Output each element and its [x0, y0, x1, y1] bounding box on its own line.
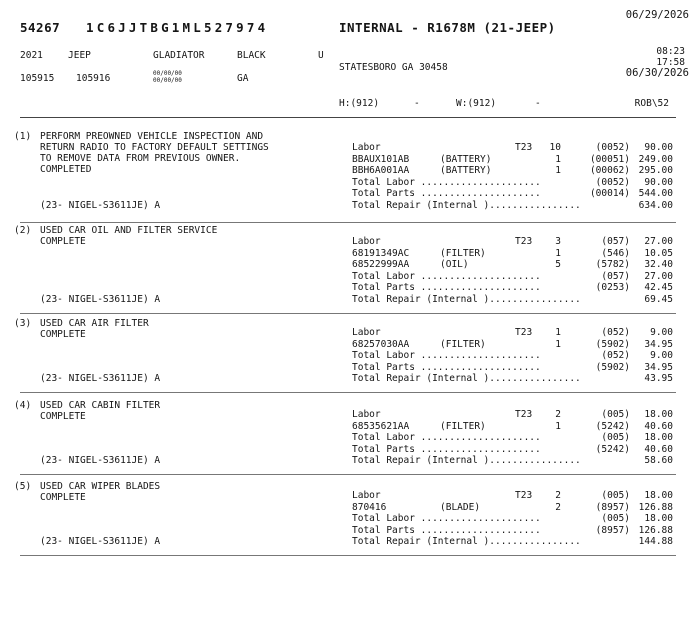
job-divider [20, 222, 676, 223]
quantity: 1 [555, 338, 561, 350]
quantity: 2 [555, 490, 561, 501]
quantity: 1 [555, 165, 561, 176]
quantity: 1 [555, 153, 561, 165]
part-description: (BATTERY) [440, 165, 492, 176]
job-divider [20, 392, 676, 393]
job-number: (5) [14, 481, 32, 492]
ro-type: INTERNAL - R1678M (21-JEEP) [339, 20, 556, 35]
part-description: (FILTER) [440, 420, 486, 432]
job-divider [20, 313, 676, 314]
work-phone-dash: - [535, 98, 541, 109]
amount: 90.00 [644, 176, 673, 188]
line-label: 68257030AA [352, 338, 410, 350]
line-label: Labor [352, 142, 381, 153]
total-repair-amount: 69.45 [644, 293, 673, 305]
amount: 9.00 [650, 327, 673, 338]
cost-code: (00051) [589, 153, 630, 165]
line-label: Labor [352, 490, 381, 501]
job-description-line: COMPLETED [40, 164, 92, 175]
home-phone: H:(912) [339, 98, 380, 109]
tech-code: T23 [515, 409, 533, 420]
job-number: (4) [14, 400, 32, 411]
tech-code: T23 [515, 236, 533, 247]
total-repair-label: Total Repair (Internal )................ [352, 455, 581, 466]
cost-code: (00014) [589, 188, 630, 199]
cost-code: (005) [601, 490, 630, 501]
part-description: (BLADE) [440, 501, 481, 513]
cost-code: (5902) [595, 361, 630, 373]
amount: 40.60 [644, 443, 673, 455]
part-description: (FILTER) [440, 247, 486, 259]
date-b: 00/00/00 [153, 77, 182, 84]
amount: 18.00 [644, 513, 673, 524]
amount: 18.00 [644, 490, 673, 501]
job-number: (3) [14, 318, 32, 329]
line-label: 68535621AA [352, 420, 410, 432]
job-description-line: COMPLETE [40, 492, 86, 503]
amount: 27.00 [644, 236, 673, 247]
line-label: 68191349AC [352, 247, 410, 259]
line-label: Total Parts ..................... [352, 188, 541, 199]
cost-code: (546) [601, 247, 630, 259]
amount: 126.88 [638, 501, 673, 513]
amount: 295.00 [638, 165, 673, 176]
part-description: (FILTER) [440, 338, 486, 350]
tech-code: T23 [515, 327, 533, 338]
part-description: (BATTERY) [440, 153, 492, 165]
quantity: 1 [555, 420, 561, 432]
technician: (23- NIGEL-S3611JE) A [40, 199, 161, 211]
cost-code: (0052) [595, 176, 630, 188]
line-label: Labor [352, 409, 381, 420]
part-description: (OIL) [440, 259, 469, 270]
line-label: 68522999AA [352, 259, 410, 270]
work-phone: W:(912) [456, 98, 497, 109]
cost-code: (057) [601, 236, 630, 247]
line-label: Total Labor ..................... [352, 176, 541, 188]
line-label: Total Parts ..................... [352, 524, 541, 536]
job-number: (2) [14, 225, 32, 236]
total-repair-amount: 43.95 [644, 373, 673, 384]
job-description-line: RETURN RADIO TO FACTORY DEFAULT SETTINGS [40, 142, 269, 153]
line-label: Total Parts ..................... [352, 361, 541, 373]
date-a: 00/00/00 [153, 70, 182, 77]
total-repair-label: Total Repair (Internal )................ [352, 536, 581, 547]
cost-code: (8957) [595, 501, 630, 513]
vehicle-color: BLACK [237, 50, 266, 61]
cost-code: (005) [601, 409, 630, 420]
quantity: 1 [555, 327, 561, 338]
tech-code: T23 [515, 142, 533, 153]
vehicle-make: JEEP [68, 50, 91, 61]
technician: (23- NIGEL-S3611JE) A [40, 293, 161, 305]
technician: (23- NIGEL-S3611JE) A [40, 536, 161, 547]
line-label: Total Parts ..................... [352, 443, 541, 455]
amount: 40.60 [644, 420, 673, 432]
job-number: (1) [14, 131, 32, 142]
cost-code: (0253) [595, 282, 630, 293]
cost-code: (052) [601, 327, 630, 338]
total-repair-amount: 58.60 [644, 455, 673, 466]
job-description-line: USED CAR OIL AND FILTER SERVICE [40, 225, 218, 236]
cost-code: (0052) [595, 142, 630, 153]
cost-code: (005) [601, 513, 630, 524]
total-repair-label: Total Repair (Internal )................ [352, 293, 581, 305]
quantity: 2 [555, 409, 561, 420]
quantity: 1 [555, 247, 561, 259]
total-repair-label: Total Repair (Internal )................ [352, 373, 581, 384]
quantity: 2 [555, 501, 561, 513]
vehicle-year: 2021 [20, 50, 43, 61]
amount: 544.00 [638, 188, 673, 199]
cost-code: (5242) [595, 420, 630, 432]
job-description-line: USED CAR CABIN FILTER [40, 400, 161, 411]
job-description-line: COMPLETE [40, 236, 86, 247]
quantity: 5 [555, 259, 561, 270]
header-divider [20, 117, 676, 118]
rob-code: ROB\52 [634, 98, 669, 109]
cost-code: (5902) [595, 338, 630, 350]
time-2: 17:58 [656, 57, 685, 68]
job-description-line: USED CAR AIR FILTER [40, 318, 149, 329]
total-repair-amount: 634.00 [638, 199, 673, 211]
ref-number-2: 105916 [76, 73, 111, 84]
line-label: Total Labor ..................... [352, 350, 541, 361]
cost-code: (052) [601, 350, 630, 361]
cost-code: (5242) [595, 443, 630, 455]
amount: 9.00 [650, 350, 673, 361]
amount: 27.00 [644, 270, 673, 282]
amount: 34.95 [644, 361, 673, 373]
amount: 34.95 [644, 338, 673, 350]
total-repair-label: Total Repair (Internal )................ [352, 199, 581, 211]
cost-code: (5782) [595, 259, 630, 270]
tech-code: T23 [515, 490, 533, 501]
state-code: GA [237, 73, 249, 84]
used-flag: U [318, 50, 324, 61]
amount: 18.00 [644, 432, 673, 443]
job-divider [20, 474, 676, 475]
quantity: 10 [549, 142, 561, 153]
amount: 90.00 [644, 142, 673, 153]
job-description-line: PERFORM PREOWNED VEHICLE INSPECTION AND [40, 131, 264, 142]
line-label: Total Labor ..................... [352, 270, 541, 282]
line-label: Total Parts ..................... [352, 282, 541, 293]
job-description-line: USED CAR WIPER BLADES [40, 481, 161, 492]
cost-code: (005) [601, 432, 630, 443]
amount: 10.05 [644, 247, 673, 259]
cost-code: (057) [601, 270, 630, 282]
total-repair-amount: 144.88 [638, 536, 673, 547]
line-label: Total Labor ..................... [352, 432, 541, 443]
date-2: 06/30/2026 [625, 67, 689, 79]
job-description-line: COMPLETE [40, 411, 86, 422]
technician: (23- NIGEL-S3611JE) A [40, 455, 161, 466]
vin: 1C6JJTBG1ML527974 [86, 20, 269, 35]
line-label: Labor [352, 236, 381, 247]
amount: 126.88 [638, 524, 673, 536]
job-description-line: TO REMOVE DATA FROM PREVIOUS OWNER. [40, 153, 241, 164]
line-label: BBAUX101AB [352, 153, 410, 165]
ref-number-1: 105915 [20, 73, 55, 84]
technician: (23- NIGEL-S3611JE) A [40, 373, 161, 384]
job-description-line: COMPLETE [40, 329, 86, 340]
vehicle-model: GLADIATOR [153, 50, 205, 61]
job-divider [20, 555, 676, 556]
amount: 249.00 [638, 153, 673, 165]
line-label: 870416 [352, 501, 387, 513]
stock-number: 54267 [20, 20, 61, 35]
city-state-zip: STATESBORO GA 30458 [339, 62, 448, 73]
amount: 32.40 [644, 259, 673, 270]
amount: 42.45 [644, 282, 673, 293]
cost-code: (8957) [595, 524, 630, 536]
cost-code: (00062) [589, 165, 630, 176]
quantity: 3 [555, 236, 561, 247]
line-label: Labor [352, 327, 381, 338]
line-label: Total Labor ..................... [352, 513, 541, 524]
home-phone-dash: - [414, 98, 420, 109]
date-1: 06/29/2026 [625, 9, 689, 21]
line-label: BBH6A001AA [352, 165, 410, 176]
amount: 18.00 [644, 409, 673, 420]
time-1: 08:23 [656, 46, 685, 57]
